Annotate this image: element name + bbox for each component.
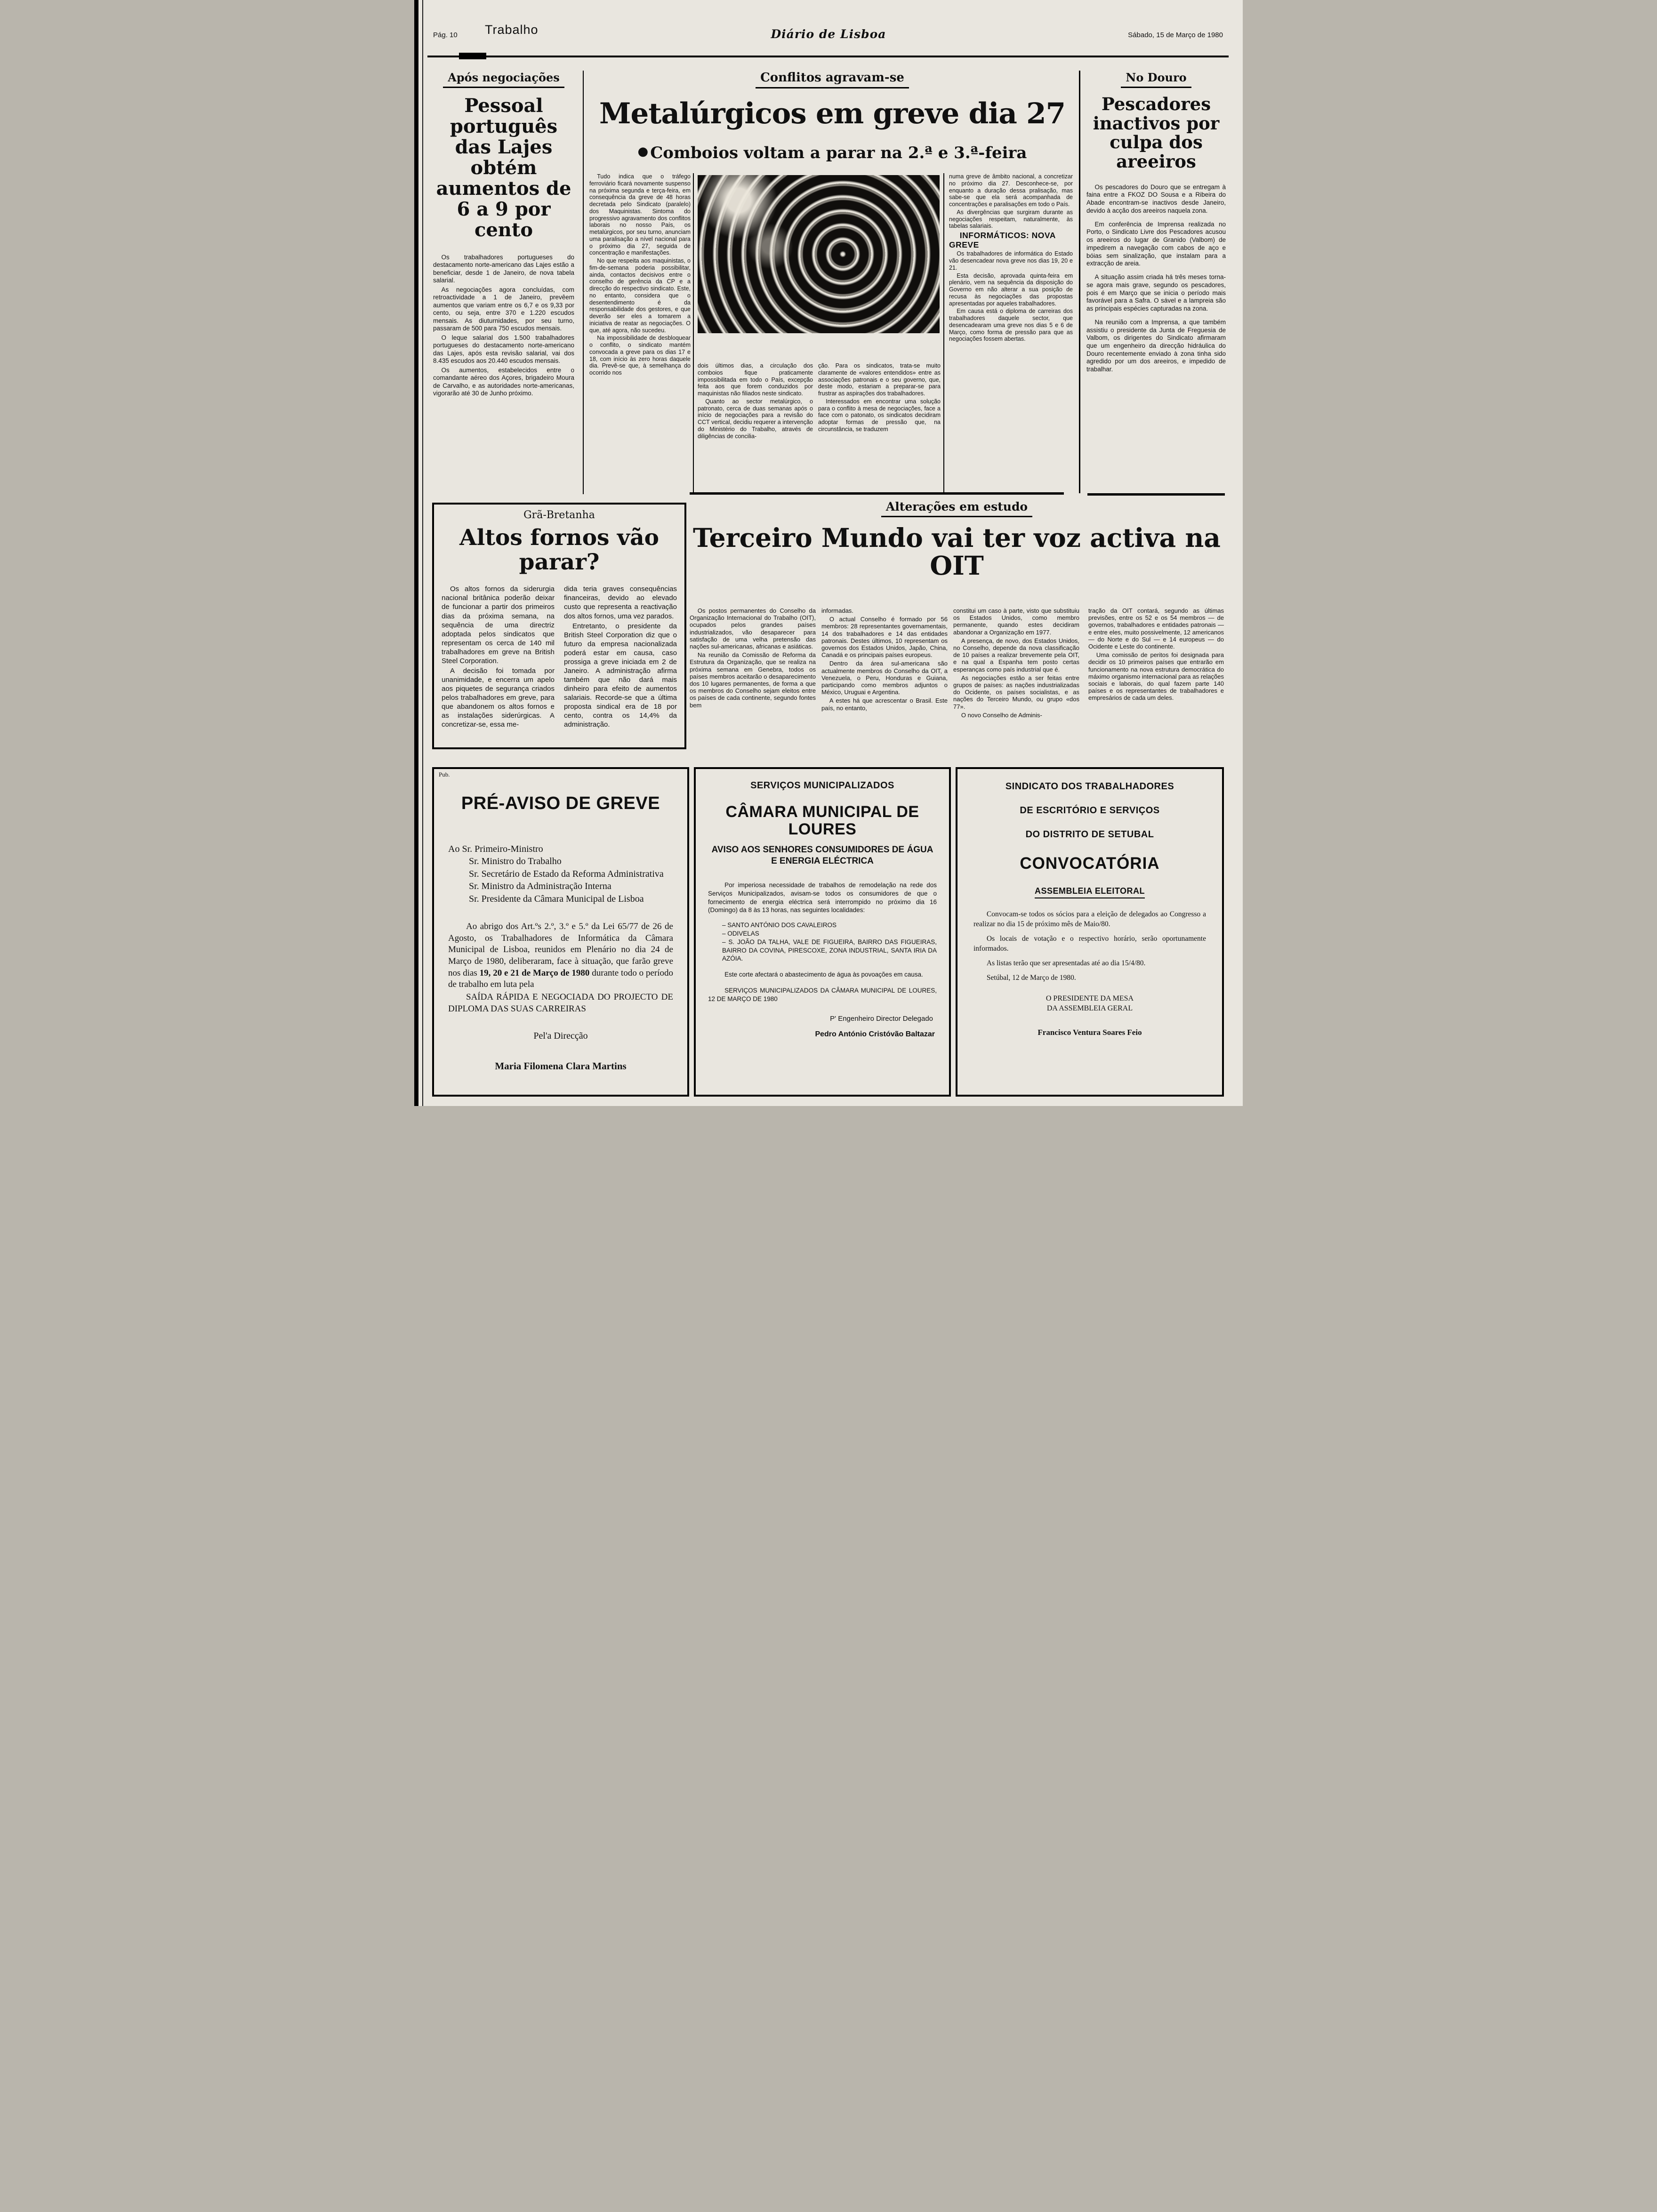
- article-altos-fornos-headline: Altos fornos vão parar?: [459, 525, 659, 575]
- addressee: Sr. Ministro do Trabalho: [469, 856, 562, 867]
- paragraph: numa greve de âmbito nacional, a concretizar no próximo dia 27. Desconhece-se, por enquanto a duração dessa pralisação, mas sabe-se que ela será acompanhada de concentrações e paralisações em todo o País.: [949, 173, 1073, 208]
- paragraph: Por imperiosa necessidade de trabalhos de remodelação na rede dos Serviços Municipalizados, avisam-se todos os consumidores de que o fornecimento de energia eléctrica será interrompido no próximo dia 16 (Domingo) da 8 às 13 horas, nas seguintes localidades:: [708, 881, 937, 914]
- ad-pre-aviso-byline: Pel'a Direcção: [533, 1031, 588, 1042]
- addressee: Sr. Presidente da Câmara Municipal de Lisboa: [469, 893, 644, 904]
- paragraph: O actual Conselho é formado por 56 membros: 28 representantes governamentais, 14 dos trabalhadores e 14 das entidades patronais. Destes últimos, 10 representam os governos dos Estados Unidos, Japão, China, Canadá e os principais países europeus.: [821, 616, 948, 659]
- metalurgicos-column-4: [949, 173, 1073, 494]
- paragraph: Interessados em encontrar uma solução para o conflito à mesa de negociações, face a face com o patonato, os sindicatos decidiram adoptar formas de pressão que, na circunstância, se traduzem: [818, 398, 941, 433]
- article-lajes: [433, 71, 574, 399]
- paragraph: dida teria graves consequências financeiras, devido ao elevado custo que representa a reactivação dos altos fornos, uma vez parados.: [564, 585, 677, 620]
- masthead: Diário de Lisboa: [771, 27, 886, 41]
- page-edge-line: [422, 0, 423, 1106]
- ad-pre-aviso: [432, 767, 689, 1097]
- locality-list: [722, 921, 937, 963]
- ad-loures-subtitle: AVISO AOS SENHORES CONSUMIDORES DE ÁGUA E ENERGIA ELÉCTRICA: [711, 845, 933, 866]
- ad-loures-signature-name: Pedro António Cristóvão Baltazar: [815, 1030, 935, 1038]
- oit-column-4: [1088, 607, 1224, 756]
- article-pescadores-body: [1086, 184, 1226, 374]
- article-photo: [698, 175, 940, 333]
- ad-loures-kicker: SERVIÇOS MUNICIPALIZADOS: [750, 780, 894, 791]
- list-item: – S. JOÃO DA TALHA, VALE DE FIGUEIRA, BAIRRO DAS FIGUEIRAS, BAIRRO DA COVINA, PIRESCOXE, ZONA INDUSTRIAL, SANTA IRIA DA AZÓIA.: [722, 938, 937, 962]
- paragraph: Em conferência de Imprensa realizada no Porto, o Sindicato Livre dos Pescadores acusou os areeiros do lugar de Granido (Valbom) de impedirem a navegação com cabos de aço e bóias sem sinalização, que instalam para a extracção de areia.: [1086, 220, 1226, 267]
- strike-dates: 19, 20 e 21 de Março de 1980: [479, 968, 590, 978]
- paragraph: As negociações estão a ser feitas entre grupos de países: as nações industrializadas do Ocidente, os países socialistas, e as nações do Terceiro Mundo, ou grupo «dos 77».: [953, 674, 1079, 710]
- ad-pre-aviso-addressees: [448, 843, 673, 905]
- ad-sindicato-title: CONVOCATÓRIA: [1020, 854, 1160, 873]
- paragraph: Os postos permanentes do Conselho da Organização Internacional do Trabalho (OIT), ocupados pelos grandes países industrializados, vão desaparecer para satisfação de uma velha pretensão das nações sul-americanas, africanas e asiáticas.: [690, 607, 816, 650]
- oit-column-2: [821, 607, 948, 756]
- paragraph: Esta decisão, aprovada quinta-feira em plenário, vem na sequência da disposição do Governo em não alterar a sua posição de recusa às negociações das propostas apresentadas por aqueles trabalhadores.: [949, 272, 1073, 307]
- column-divider: [693, 173, 694, 493]
- header-rule: [427, 56, 1229, 57]
- article-altos-fornos-body: [442, 585, 677, 730]
- article-oit-kicker: Alterações em estudo: [690, 500, 1224, 517]
- informaticos-subhead: INFORMÁTICOS: NOVA GREVE: [949, 231, 1056, 250]
- article-oit-head: [690, 500, 1224, 580]
- ad-sindicato-subtitle: ASSEMBLEIA ELEITORAL: [973, 886, 1206, 898]
- paragraph: dois últimos dias, a circulação dos comboios fique praticamente impossibilitada em todo o País, excepção feita aos que forem conduzidos por maquinistas não filiados neste sindicato.: [698, 362, 813, 397]
- paragraph: A estes há que acrescentar o Brasil. Este país, no entanto,: [821, 697, 948, 712]
- issue-date: Sábado, 15 de Março de 1980: [1128, 31, 1223, 39]
- ad-pre-aviso-headline: PRÉ-AVISO DE GREVE: [461, 793, 660, 813]
- ad-loures-signature-title: P' Engenheiro Director Delegado: [830, 1014, 933, 1023]
- paragraph: SERVIÇOS MUNICIPALIZADOS DA CÂMARA MUNICIPAL DE LOURES, 12 DE MARÇO DE 1980: [708, 987, 937, 1002]
- oit-column-1: [690, 607, 816, 756]
- paragraph: As divergências que surgiram durante as negociações respeitam, naturalmente, às tabelas salariais.: [949, 208, 1073, 230]
- paragraph: Em causa está o diploma de carreiras dos trabalhadores daquele sector, que desencadearam uma greve nos dias 5 e 6 de Março, como forma de pressão para que as negociações fossem abertas.: [949, 308, 1073, 343]
- paragraph: Tudo indica que o tráfego ferroviário ficará novamente suspenso na próxima segunda e terça-feira, em consequência da greve de 48 horas decretada pelo Sindicato (paralelo) dos Maquinistas. Sintoma do progressivo agravamento dos conflitos laborais no nosso País, os metalúrgicos, por seu turno, anunciam uma paralisação a nível nacional para o próximo dia 27, seguida de concentração e manifestações.: [589, 173, 691, 256]
- ad-sindicato-body: [973, 910, 1206, 983]
- paragraph: Entretanto, o presidente da British Steel Corporation diz que o futuro da empresa nacionalizada poderá estar em causa, caso prossiga a greve iniciada em 2 de Janeiro. A administração afirma também que não dará mais dinheiro para efeito de aumentos salariais. Recorde-se que a última proposta sindical era de 18 por cento, contra os 14,4% da administração.: [564, 622, 677, 729]
- ad-sindicato-signature-name: Francisco Ventura Soares Feio: [1038, 1027, 1142, 1037]
- article-lajes-body: [433, 254, 574, 397]
- ad-sindicato-signature-title: O PRESIDENTE DA MESA DA ASSEMBLEIA GERAL: [1046, 994, 1134, 1013]
- paragraph: constitui um caso à parte, visto que substituiu os Estados Unidos, como membro permanente, quando estes decidiram abandonar a Organização em 1977.: [953, 607, 1079, 636]
- paragraph: Dentro da área sul-americana são actualmente membros do Conselho da OIT, a Venezuela, o Peru, Honduras e Guiana, participando como membros adjuntos o México, Uruguai e Argentina.: [821, 660, 948, 696]
- metalurgicos-column-1: [589, 173, 691, 494]
- section-rule: [1087, 493, 1225, 496]
- article-altos-fornos-kicker: Grã-Bretanha: [523, 509, 595, 521]
- article-pescadores: [1086, 71, 1226, 379]
- paragraph: Uma comissão de peritos foi designada para decidir os 10 primeiros países que entrarão em funcionamento na nova estrutura democrática do máximo organismo internacional para as relações sociais e laborais, do qual fazem parte 140 países e os representantes de trabalhadores e empresários de cada um deles.: [1088, 651, 1224, 702]
- ad-sindicato-line1: SINDICATO DOS TRABALHADORES: [1005, 781, 1174, 792]
- article-pescadores-kicker: No Douro: [1086, 71, 1226, 88]
- header-rule-blob: [459, 53, 486, 59]
- article-metalurgicos-headline: Metalúrgicos em greve dia 27: [599, 97, 1066, 130]
- pub-label: Pub.: [439, 771, 450, 778]
- paragraph: No que respeita aos maquinistas, o fim-de-semana poderia possibilitar, ainda, contactos decisivos entre o conselho de gerência da CP e a direcção do respectivo sindicato. Este, no entanto, considera que o desentendimento é da responsabilidade dos gestores, e que deverão ser eles a tomarem a iniciativa de reatar as negociações. O que, até agora, não sucedeu.: [589, 257, 691, 334]
- bullet-icon: ●: [637, 144, 649, 159]
- page-number: Pág. 10: [433, 31, 458, 39]
- paragraph: A decisão foi tomada por unanimidade, e encerra um apelo aos piquetes de segurança criados pelos trabalhadores em greve, para que abandonem os altos fornos e as instalações siderúrgicas. A concretizar-se, essa me-: [442, 666, 555, 729]
- paragraph: A presença, de novo, dos Estados Unidos, no Conselho, depende da nova classificação de 10 países a realizar brevemente pela OIT, e na qual a Espanha tem posto certas esperanças como país industrial que é.: [953, 637, 1079, 673]
- article-pescadores-headline: Pescadores inactivos por culpa dos areeiros: [1093, 94, 1220, 172]
- metalurgicos-column-2: [698, 362, 813, 494]
- paragraph: informadas.: [821, 607, 853, 614]
- ad-pre-aviso-body: Ao abrigo dos Art.ºs 2.º, 3.º e 5.º da Lei 65/77 de 26 de Agosto, os Trabalhadores de Informática da Câmara Municipal de Lisboa, reunidos em Plenário no dia 24 de Março de 1980, deliberaram, face à situação, que farão greve nos dias 19, 20 e 21 de Março de 1980 durante todo o período de trabalho em luta pela: [448, 921, 674, 990]
- paragraph: A situação assim criada há três meses torna-se agora mais grave, segundo os pescadores, pois é em Março que se inicia o período mais favorável para a Safra. O sável e a lampreia são as principais espécies capturadas na zona.: [1086, 273, 1226, 313]
- article-altos-fornos: [432, 503, 686, 749]
- ad-loures-body: [708, 881, 937, 1003]
- paragraph: Convocam-se todos os sócios para a eleição de delegados ao Congresso a realizar no dia 15 de próximo mês de Maio/80.: [973, 910, 1206, 928]
- addressee: Ao Sr. Primeiro-Ministro: [448, 844, 543, 854]
- list-item: – ODIVELAS: [722, 930, 759, 937]
- list-item: – SANTO ANTÓNIO DOS CAVALEIROS: [722, 922, 837, 929]
- ad-sindicato: [956, 767, 1224, 1097]
- article-oit-headline: Terceiro Mundo vai ter voz activa na OIT: [693, 522, 1221, 581]
- paragraph: Na impossibilidade de desbloquear o conflito, o sindicato mantém convocada a greve para os dias 17 e 18, com início às zero horas daquele dia. Prevê-se que, à semelhança do ocorrido nos: [589, 335, 691, 376]
- article-metalurgicos-kicker: Conflitos agravam-se: [589, 71, 1075, 88]
- paragraph: O leque salarial dos 1.500 trabalhadores portugueses do destacamento norte-americano das Lajes, após esta revisão salarial, vai dos 8.435 escudos aos 20.440 escudos mensais.: [433, 334, 574, 365]
- ad-sindicato-line3: DO DISTRITO DE SETUBAL: [1025, 829, 1154, 840]
- paragraph: As negociações agora concluídas, com retroactividade a 1 de Janeiro, prevêem aumentos que variam entre os 6,7 e os 9,33 por cento, ou seja, entre 370 e 1.220 escudos mensais. As diuturnidades, por seu turno, passaram de 500 para 750 escudos mensais.: [433, 286, 574, 332]
- paragraph: As listas terão que ser apresentadas até ao dia 15/4/80.: [986, 959, 1146, 967]
- oit-column-3: [953, 607, 1079, 756]
- paragraph: Setúbal, 12 de Março de 1980.: [986, 973, 1076, 982]
- paragraph: Os pescadores do Douro que se entregam à faina entre a FKOZ DO Sousa e a Ribeira do Abade encontram-se inactivos desde Janeiro, devido à acção dos areeiros naquela zona.: [1086, 183, 1226, 214]
- column-divider: [943, 173, 944, 494]
- article-metalurgicos-subhead: ● Comboios voltam a parar na 2.ª e 3.ª-feira: [637, 144, 1027, 163]
- article-metalurgicos-head: [589, 71, 1075, 162]
- column-divider: [583, 71, 584, 494]
- section-title: Trabalho: [485, 23, 539, 37]
- newspaper-page: [414, 0, 1243, 1106]
- ad-loures-title: CÂMARA MUNICIPAL DE LOURES: [725, 803, 919, 838]
- paragraph: Os altos fornos da siderurgia nacional britânica poderão deixar de funcionar a partir dos primeiros dias da próxima semana, na sequência de uma directriz adoptada pelos sindicatos que representam os cerca de 140 mil trabalhadores em greve na British Steel Corporation.: [442, 585, 555, 665]
- paragraph: Os locais de votação e o respectivo horário, serão oportunamente informados.: [973, 934, 1206, 953]
- paragraph: Este corte afectará o abastecimento de água às povoações em causa.: [724, 971, 923, 978]
- article-lajes-headline: Pessoal português das Lajes obtém aumentos de 6 a 9 por cento: [436, 95, 571, 241]
- paragraph: tração da OIT contará, segundo as últimas previsões, entre os 52 e os 54 membros — de governos, trabalhadores e entidades patronais — e entre eles, muito possivelmente, 12 americanos — do Norte e do Sul — e 14 europeus — do Ocidente e Leste do continente.: [1088, 607, 1224, 650]
- ad-pre-aviso-signature: Maria Filomena Clara Martins: [495, 1060, 627, 1072]
- paragraph: Os trabalhadores de informática do Estado vão desencadear nova greve nos dias 19, 20 e 21.: [949, 250, 1073, 271]
- paragraph: Os aumentos, estabelecidos entre o comandante aéreo dos Açores, brigadeiro Moura de Carvalho, e as autoridades norte-americanas, vigorarão até 30 de Junho próximo.: [433, 366, 574, 397]
- paragraph: Quanto ao sector metalúrgico, o patronato, cerca de duas semanas após o início de negociações para a revisão do CCT vertical, decidiu requerer a intervenção do Ministério do Trabalho, através de diligências de concilia-: [698, 398, 813, 440]
- paragraph: ção. Para os sindicatos, trata-se muito claramente de «valores entendidos» entre as associações patronais e o seu governo, que, deste modo, estariam a preparar-se para frustrar as aspirações dos trabalhadores.: [818, 362, 941, 397]
- addressee: Sr. Secretário de Estado da Reforma Administrativa: [469, 868, 664, 879]
- page-edge-bar: [414, 0, 418, 1106]
- paragraph: Os trabalhadores portugueses do destacamento norte-americano das Lajes estão a beneficiar, desde 1 de Janeiro, de nova tabela salarial.: [433, 254, 574, 284]
- column-divider: [1079, 71, 1080, 493]
- article-lajes-kicker: Após negociações: [433, 71, 574, 88]
- ad-pre-aviso-caps: SAÍDA RÁPIDA E NEGOCIADA DO PROJECTO DE DIPLOMA DAS SUAS CARREIRAS: [448, 992, 673, 1014]
- ad-sindicato-line2: DE ESCRITÓRIO E SERVIÇOS: [1020, 805, 1160, 816]
- paragraph: Na reunião com a Imprensa, a que também assistiu o presidente da Junta de Freguesia de Valbom, os dirigentes do Sindicato afirmaram que um engenheiro da direcção hidráulica do Douro recentemente enviado à zona tinha sido agredido por um dos areeiros, e impedido de trabalhar.: [1086, 318, 1226, 373]
- paragraph: O novo Conselho de Adminis-: [961, 711, 1042, 719]
- paragraph: Na reunião da Comissão de Reforma da Estrutura da Organização, que se realiza na próxima semana em Genebra, todos os países membros aceitarão o desaparecimento dos 10 lugares permanentes, de forma a que os membros do Conselho sejam eleitos entre os países de cada continente, segundo fontes bem: [690, 651, 816, 709]
- addressee: Sr. Ministro da Administração Interna: [469, 881, 611, 892]
- metalurgicos-column-3: [818, 362, 941, 494]
- ad-loures: [694, 767, 951, 1097]
- section-rule: [690, 492, 1064, 495]
